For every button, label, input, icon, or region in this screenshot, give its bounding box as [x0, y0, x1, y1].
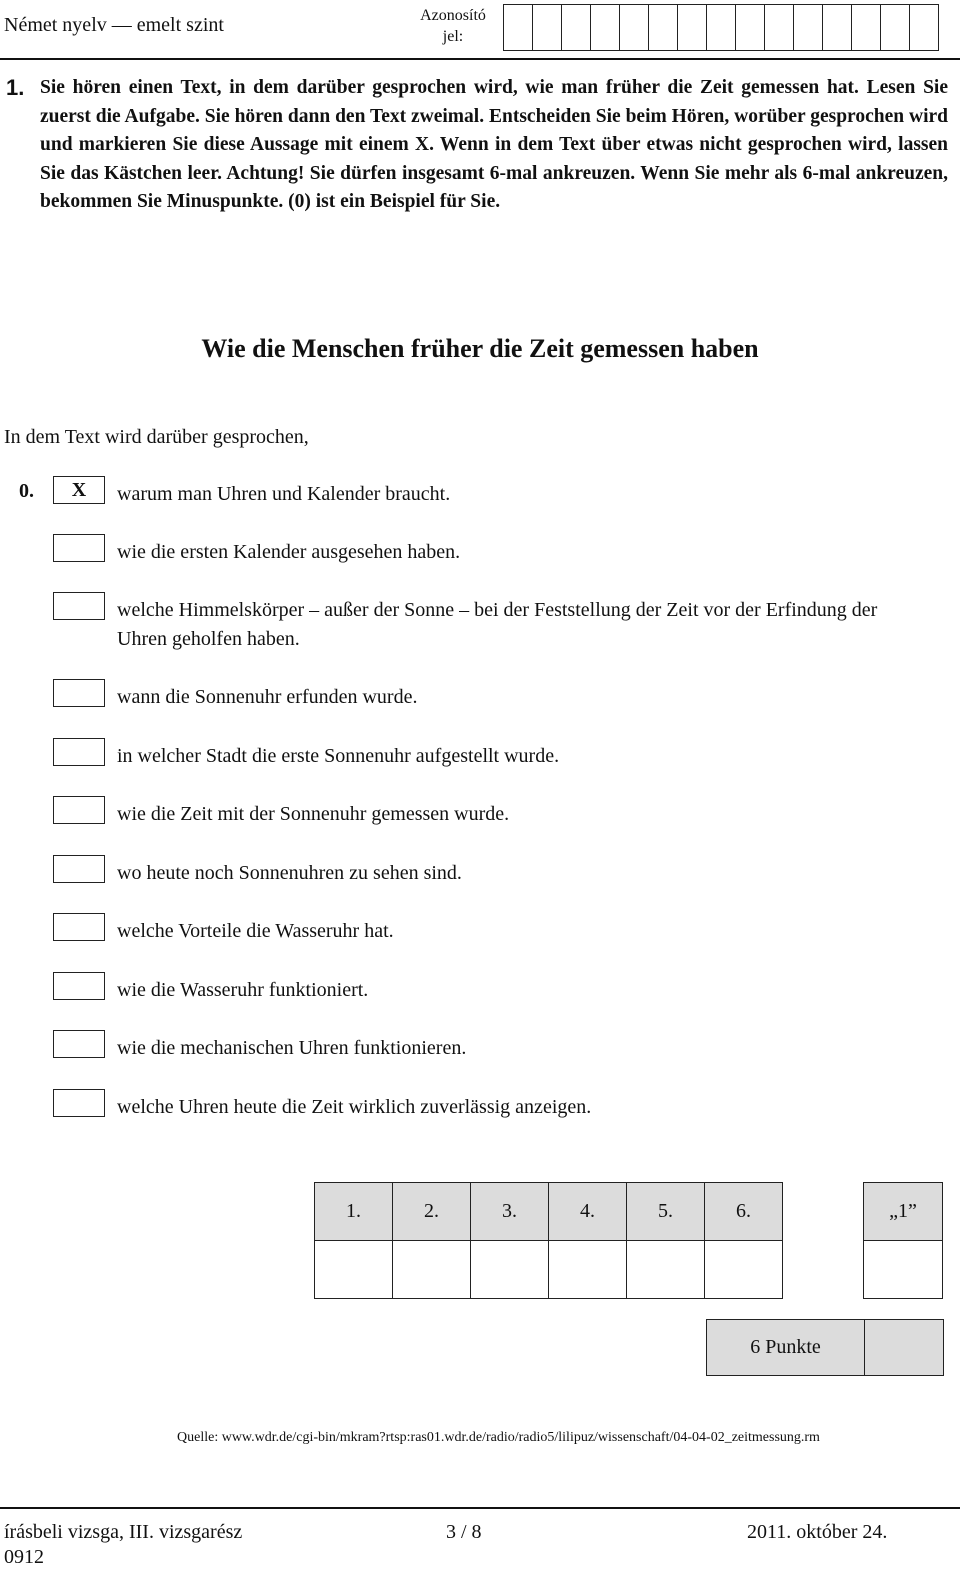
page-title: Wie die Menschen früher die Zeit gemessen haben	[201, 334, 759, 363]
points-cell[interactable]	[865, 1320, 944, 1376]
statement-checkbox[interactable]	[53, 738, 105, 766]
answer-header: 4.	[549, 1183, 627, 1241]
id-label: Azonosító jel:	[420, 7, 486, 45]
id-box[interactable]	[794, 5, 823, 50]
footer-code: 0912	[4, 1546, 44, 1568]
id-box[interactable]	[591, 5, 620, 50]
statement-text: wie die ersten Kalender ausgesehen haben.	[117, 541, 461, 563]
statement-text: wie die mechanischen Uhren funktionieren.	[117, 1037, 467, 1059]
id-box[interactable]	[852, 5, 881, 50]
score-cell[interactable]	[864, 1241, 943, 1299]
statement-text: wie die Zeit mit der Sonnenuhr gemessen wurde.	[117, 803, 510, 825]
statement-checkbox[interactable]	[53, 1089, 105, 1117]
answer-header: 5.	[627, 1183, 705, 1241]
footer-divider	[0, 1507, 960, 1509]
answer-cell[interactable]	[705, 1241, 783, 1299]
task-text: Sie hören einen Text, in dem darüber gesprochen wird, wie man früher die Zeit gemessen hat. Lesen Sie zuerst die Aufgabe. Sie hören dann den Text zweimal. Entscheiden Sie beim Hören, worüber gesprochen wird und markieren Sie diese Aussage mit einem X. Wenn in dem Text über etwas nicht gesprochen wird, lassen Sie das Kästchen leer. Achtung! Sie dürfen insgesamt 6-mal ankreuzen. Wenn Sie mehr als 6-mal ankreuzen, bekommen Sie Minuspunkte. (0) ist ein Beispiel für Sie.	[40, 77, 948, 212]
answer-cell[interactable]	[393, 1241, 471, 1299]
statement-checkbox[interactable]	[53, 534, 105, 562]
id-box[interactable]	[533, 5, 562, 50]
id-code-boxes[interactable]	[503, 4, 939, 51]
score-header: „1”	[864, 1183, 943, 1241]
answer-header: 3.	[471, 1183, 549, 1241]
statement-checkbox[interactable]	[53, 855, 105, 883]
statement-checkbox[interactable]	[53, 913, 105, 941]
statement-text: welche Himmelskörper – außer der Sonne – bei der Feststellung der Zeit vor der Erfindung der Uhren geholfen haben.	[117, 599, 878, 650]
id-box[interactable]	[881, 5, 910, 50]
statement-checkbox[interactable]	[53, 592, 105, 620]
answer-cell[interactable]	[315, 1241, 393, 1299]
statement-text: wo heute noch Sonnenuhren zu sehen sind.	[117, 862, 462, 884]
answer-cell[interactable]	[627, 1241, 705, 1299]
score-table	[863, 1182, 943, 1299]
example-text: warum man Uhren und Kalender braucht.	[117, 483, 451, 505]
subject-label: Német nyelv — emelt szint	[4, 14, 224, 36]
footer-exam-label: írásbeli vizsga, III. vizsgarész	[4, 1521, 243, 1543]
footer-date: 2011. október 24.	[747, 1521, 888, 1543]
statement-text: welche Uhren heute die Zeit wirklich zuverlässig anzeigen.	[117, 1096, 592, 1118]
id-box[interactable]	[649, 5, 678, 50]
example-checkbox: X	[53, 476, 105, 504]
id-box[interactable]	[678, 5, 707, 50]
answer-header: 2.	[393, 1183, 471, 1241]
id-box[interactable]	[620, 5, 649, 50]
answer-table	[314, 1182, 783, 1299]
statement-checkbox[interactable]	[53, 679, 105, 707]
id-box[interactable]	[562, 5, 591, 50]
id-box[interactable]	[910, 5, 938, 50]
statement-text: wie die Wasseruhr funktioniert.	[117, 979, 369, 1001]
answer-header: 6.	[705, 1183, 783, 1241]
id-box[interactable]	[504, 5, 533, 50]
id-box[interactable]	[736, 5, 765, 50]
statement-checkbox[interactable]	[53, 972, 105, 1000]
intro-text: In dem Text wird darüber gesprochen,	[4, 426, 309, 448]
id-box[interactable]	[707, 5, 736, 50]
answer-header: 1.	[315, 1183, 393, 1241]
answer-cell[interactable]	[549, 1241, 627, 1299]
statement-checkbox[interactable]	[53, 796, 105, 824]
answer-cell[interactable]	[471, 1241, 549, 1299]
task-number: 1.	[6, 75, 25, 100]
points-label: 6 Punkte	[707, 1320, 865, 1376]
id-box[interactable]	[823, 5, 852, 50]
header-divider	[0, 58, 960, 60]
statement-text: in welcher Stadt die erste Sonnenuhr aufgestellt wurde.	[117, 745, 560, 767]
source-line: Quelle: www.wdr.de/cgi-bin/mkram?rtsp:ras01.wdr.de/radio/radio5/lilipuz/wissenschaft/04-04-02_zeitmessung.rm	[177, 1430, 820, 1445]
points-table	[706, 1319, 944, 1376]
statement-text: wann die Sonnenuhr erfunden wurde.	[117, 686, 418, 708]
footer-page-number: 3 / 8	[446, 1521, 482, 1543]
statement-checkbox[interactable]	[53, 1030, 105, 1058]
task-instructions	[6, 74, 948, 217]
example-number: 0.	[19, 480, 34, 502]
statement-text: welche Vorteile die Wasseruhr hat.	[117, 920, 394, 942]
id-box[interactable]	[765, 5, 794, 50]
